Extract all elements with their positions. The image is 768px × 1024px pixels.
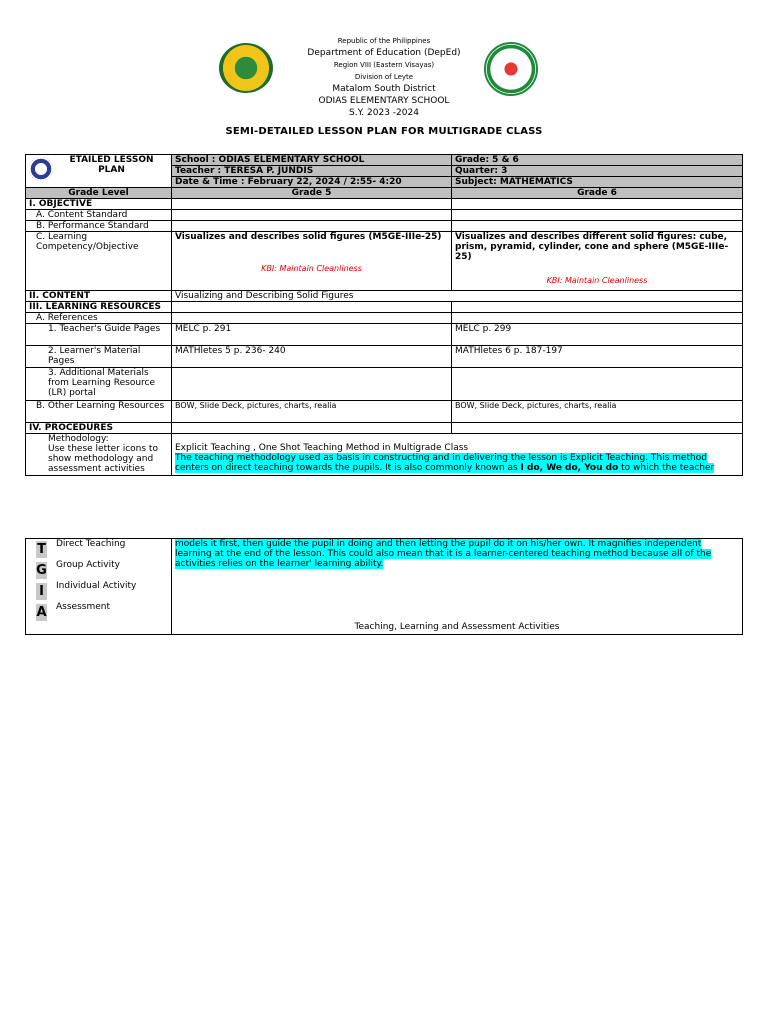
lesson-plan-table	[25, 154, 743, 476]
teachers-guide-grade6: MELC p. 299	[452, 324, 743, 346]
references-label: A. References	[26, 313, 172, 324]
methodology-line: Explicit Teaching , One Shot Teaching Method in Multigrade Class	[175, 443, 469, 453]
continuation-paragraph: models it first, then guide the pupil in doing and then letting the pupil do it on his/her own. It magnifies independent learning at the end of the lesson. This could also mean that it is a learner-centered teaching method because all of the activities relies on the learner' learning ability.	[175, 539, 712, 569]
methodology-bold-phrase: I do, We do, You do	[520, 463, 619, 473]
grade-cell: Grade: 5 & 6	[452, 155, 743, 166]
department-text: Department of Education (DepEd)	[307, 48, 461, 58]
competency-grade6-text: Visualizes and describes different solid figures: cube, prism, pyramid, cylinder, cone and sphere (M5GE-IIIe-25)	[455, 232, 729, 262]
letter-g-icon: G	[36, 563, 47, 578]
division-text: Division of Leyte	[354, 73, 414, 81]
letter-icons-column	[36, 539, 47, 623]
additional-materials-label: 3. Additional Materials from Learning Resource (LR) portal	[26, 368, 172, 401]
learners-material-grade6: MATHletes 6 p. 187-197	[452, 346, 743, 368]
other-resources-grade6: BOW, Slide Deck, pictures, charts, realia	[452, 401, 743, 423]
teachers-guide-grade5: MELC p. 291	[172, 324, 452, 346]
continuation-cell	[172, 539, 743, 635]
quarter-cell: Quarter: 3	[452, 166, 743, 177]
learners-material-label: 2. Learner's Material Pages	[26, 346, 172, 368]
competency-grade5-text: Visualizes and describes solid figures (M5GE-IIIe-25)	[175, 232, 442, 242]
school-text: ODIAS ELEMENTARY SCHOOL	[318, 96, 450, 106]
page-title: SEMI-DETAILED LESSON PLAN FOR MULTIGRADE CLASS	[225, 126, 543, 137]
content-value: Visualizing and Describing Solid Figures	[172, 291, 743, 302]
letter-icons-cell	[26, 539, 172, 635]
kbi-grade6-text: KBI: Maintain Cleanliness	[546, 276, 648, 285]
methodology-continuation-table	[25, 538, 743, 635]
teacher-cell: Teacher : TERESA P. JUNDIS	[172, 166, 452, 177]
other-resources-label: B. Other Learning Resources	[26, 401, 172, 423]
teachers-guide-label: 1. Teacher's Guide Pages	[26, 324, 172, 346]
district-text: Matalom South District	[332, 84, 436, 94]
direct-teaching-label: Direct Teaching	[56, 539, 126, 549]
competency-grade6-cell	[452, 232, 743, 291]
activities-footer: Teaching, Learning and Assessment Activities	[354, 622, 560, 632]
competency-label: C. Learning Competency/Objective	[26, 232, 172, 291]
procedures-label: IV. PROCEDURES	[26, 423, 172, 434]
group-activity-label: Group Activity	[56, 560, 120, 570]
learners-material-grade5: MATHletes 5 p. 236- 240	[172, 346, 452, 368]
methodology-label: Methodology: Use these letter icons to show methodology and assessment activities	[26, 434, 172, 476]
learning-resources-label: III. LEARNING RESOURCES	[26, 302, 172, 313]
school-cell: School : ODIAS ELEMENTARY SCHOOL	[172, 155, 452, 166]
assessment-label: Assessment	[56, 602, 110, 612]
republic-text: Republic of the Philippines	[337, 37, 431, 45]
content-standard-label: A. Content Standard	[26, 210, 172, 221]
grade5-header: Grade 5	[172, 188, 452, 199]
methodology-paragraph-part1: The teaching methodology used as basis in constructing and in delivering the lesson is Explicit Teaching. This method centers on direct teaching towards the pupils. It is also commonly known as	[175, 453, 707, 473]
plan-title-cell	[26, 155, 172, 188]
methodology-paragraph	[175, 453, 739, 473]
methodology-cell	[172, 434, 743, 476]
letter-t-icon: T	[37, 542, 46, 557]
competency-grade5-cell	[172, 232, 452, 291]
grade-level-header: Grade Level	[26, 188, 172, 199]
deped-logo-icon	[29, 157, 53, 181]
other-resources-grade5: BOW, Slide Deck, pictures, charts, realia	[172, 401, 452, 423]
plan-title-text: ETAILED LESSON PLAN	[69, 155, 154, 175]
letter-a-icon: A	[36, 605, 47, 620]
objective-label: I. OBJECTIVE	[26, 199, 172, 210]
kbi-grade5-text: KBI: Maintain Cleanliness	[261, 264, 362, 273]
region-text: Region VIII (Eastern Visayas)	[333, 61, 435, 69]
individual-activity-label: Individual Activity	[56, 581, 137, 591]
methodology-paragraph-part2: to which the teacher	[618, 463, 715, 473]
content-label: II. CONTENT	[26, 291, 172, 302]
grade6-header: Grade 6	[452, 188, 743, 199]
performance-standard-label: B. Performance Standard	[26, 221, 172, 232]
letter-i-icon: I	[36, 583, 47, 600]
datetime-cell: Date & Time : February 22, 2024 / 2:55- 4:20	[172, 177, 452, 188]
subject-cell: Subject: MATHEMATICS	[452, 177, 743, 188]
school-year-text: S.Y. 2023 -2024	[349, 108, 419, 118]
letter-labels	[56, 539, 136, 623]
